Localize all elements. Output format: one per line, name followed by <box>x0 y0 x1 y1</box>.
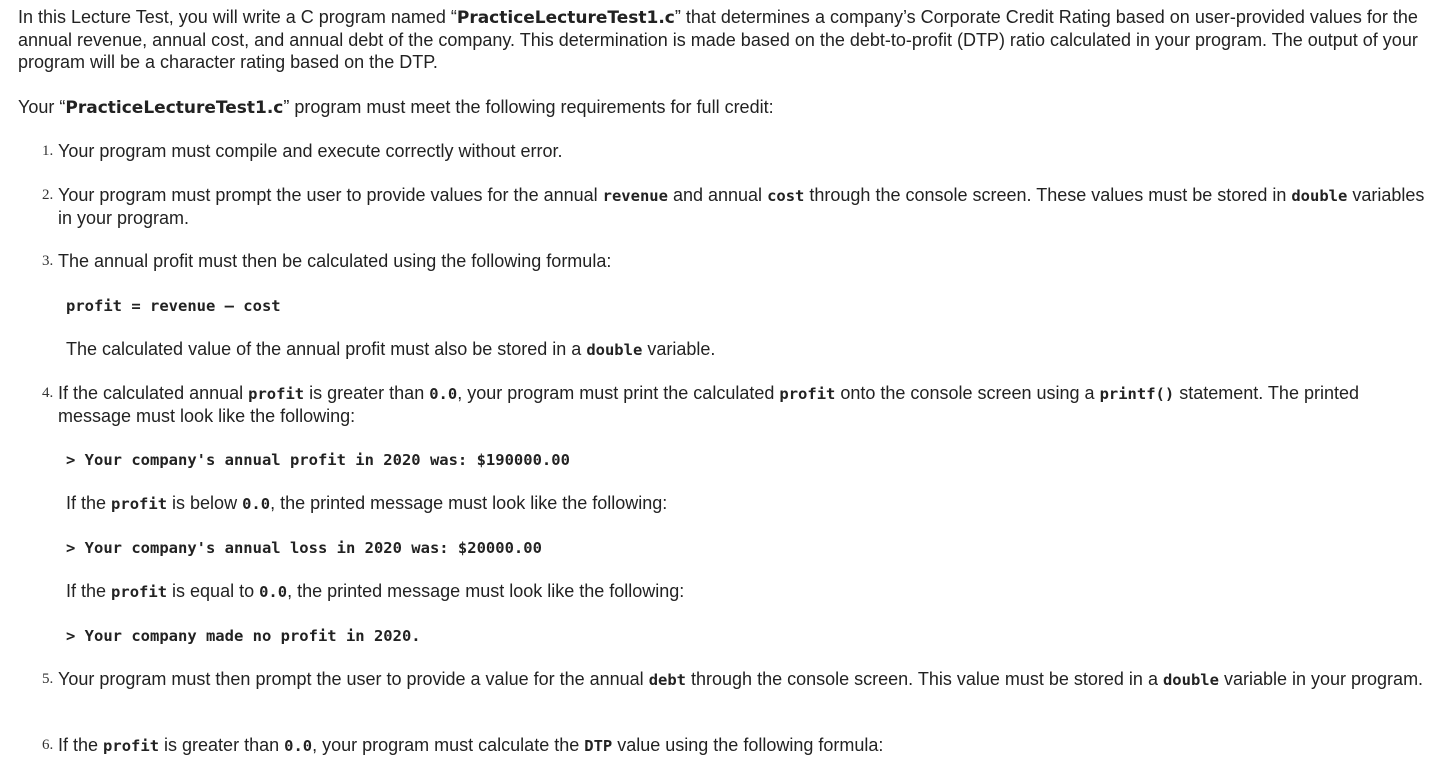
code-zero: 0.0 <box>429 385 458 403</box>
requirement-item-6: 6. If the profit is greater than 0.0, your program must calculate the DTP value using the following formula: <box>42 735 884 755</box>
requirement-item-3: 3. The annual profit must then be calculated using the following formula: <box>42 251 612 271</box>
loss-condition-text: If the profit is below 0.0, the printed message must look like the following: <box>66 493 668 513</box>
item-number: 2. <box>42 187 54 203</box>
item-number: 4. <box>42 385 54 401</box>
code-zero: 0.0 <box>284 737 313 755</box>
code-profit: profit <box>103 737 160 755</box>
code-printf: printf() <box>1099 385 1175 403</box>
profit-storage-note: The calculated value of the annual profit must also be stored in a double variable. <box>66 339 716 359</box>
requirement-item-5: 5. Your program must then prompt the user to provide a value for the annual debt through the console screen. This value must be stored in a double variable in your program. <box>42 669 1424 689</box>
code-double: double <box>1291 187 1348 205</box>
requirement-item-1: 1. Your program must compile and execute correctly without error. <box>42 141 563 161</box>
code-revenue: revenue <box>602 187 668 205</box>
code-cost: cost <box>767 187 805 205</box>
zero-condition-text: If the profit is equal to 0.0, the printed message must look like the following: <box>66 581 685 601</box>
profit-formula: profit = revenue – cost <box>66 297 281 315</box>
requirement-item-2: 2. Your program must prompt the user to provide values for the annual revenue and annual cost through the console screen. These values must be stored in double variables in your program. <box>42 185 1425 228</box>
code-profit: profit <box>111 583 168 601</box>
code-profit: profit <box>779 385 836 403</box>
code-debt: debt <box>648 671 687 689</box>
program-filename: PracticeLectureTest1.c <box>65 98 284 118</box>
code-zero: 0.0 <box>242 495 271 513</box>
item-number: 1. <box>42 143 54 159</box>
intro-paragraph: In this Lecture Test, you will write a C program named “PracticeLectureTest1.c” that determines a company’s Corporate Credit Rating based on user-provided values for the annual revenue, annual cost, and annual debt of the company. This determination is made based on the debt-to-profit (DTP) ratio calculated in your program. The output of your program will be a character rating based on the DTP. <box>18 7 1418 72</box>
item-number: 5. <box>42 671 54 687</box>
code-profit: profit <box>248 385 305 403</box>
code-double: double <box>1162 671 1219 689</box>
program-filename: PracticeLectureTest1.c <box>456 8 675 28</box>
output-loss-example: > Your company's annual loss in 2020 was: $20000.00 <box>66 539 542 557</box>
requirements-lead: Your “PracticeLectureTest1.c” program must meet the following requirements for full credit: <box>18 97 774 118</box>
code-zero: 0.0 <box>259 583 288 601</box>
code-double: double <box>586 341 643 359</box>
output-no-profit-example: > Your company made no profit in 2020. <box>66 627 421 645</box>
requirement-item-4: 4. If the calculated annual profit is greater than 0.0, your program must print the calculated profit onto the console screen using a printf() statement. The printed message must look like the following: <box>42 383 1359 426</box>
item-number: 6. <box>42 737 54 753</box>
code-dtp: DTP <box>584 737 613 755</box>
item-number: 3. <box>42 253 54 269</box>
output-profit-example: > Your company's annual profit in 2020 was: $190000.00 <box>66 451 570 469</box>
code-profit: profit <box>111 495 168 513</box>
